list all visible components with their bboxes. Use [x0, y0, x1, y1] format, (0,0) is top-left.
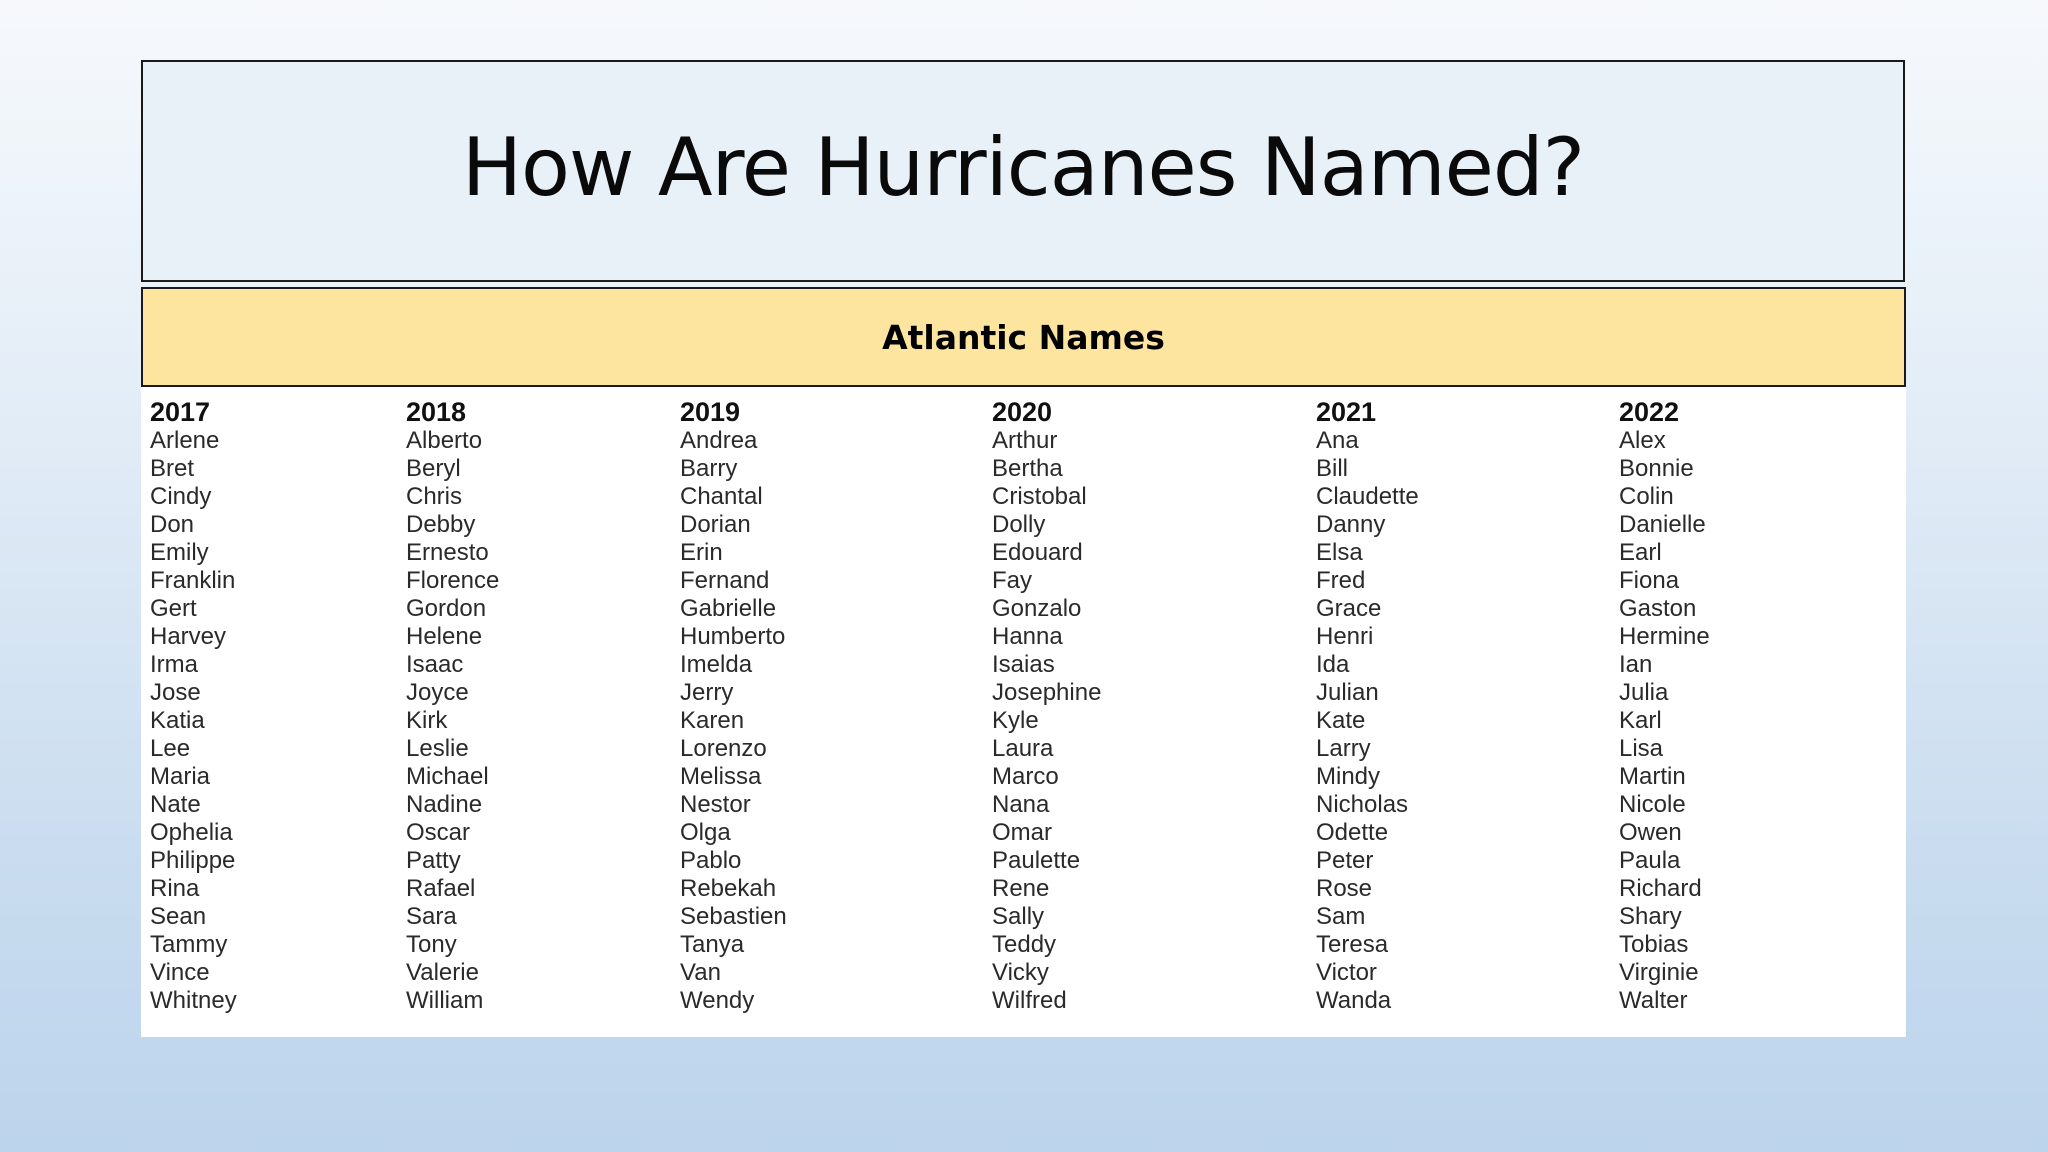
storm-name: Bill [1316, 455, 1349, 482]
year-header: 2020 [992, 397, 1053, 427]
storm-name: Josephine [992, 679, 1102, 706]
storm-name: Lisa [1619, 735, 1664, 762]
storm-name: Danielle [1619, 511, 1706, 538]
storm-name: Philippe [150, 847, 236, 874]
storm-name: William [406, 987, 484, 1014]
storm-name: Dolly [992, 511, 1046, 538]
storm-name: Wanda [1316, 987, 1392, 1014]
year-header: 2022 [1619, 397, 1680, 427]
storm-name: Rose [1316, 875, 1373, 902]
year-column-2021 [1316, 397, 1419, 1015]
storm-name: Gordon [406, 595, 487, 622]
storm-name: Julian [1316, 679, 1379, 706]
storm-name: Sam [1316, 903, 1366, 930]
storm-name: Jose [150, 679, 201, 706]
storm-name: Rafael [406, 875, 476, 902]
storm-name: Pablo [680, 847, 742, 874]
storm-name: Isaias [992, 651, 1055, 678]
year-column-2019 [680, 397, 787, 1015]
storm-name: Grace [1316, 595, 1382, 622]
storm-name: Mindy [1316, 763, 1381, 790]
storm-name: Fernand [680, 567, 770, 594]
storm-name: Wendy [680, 987, 755, 1014]
storm-name: Nate [150, 791, 201, 818]
year-header: 2017 [150, 397, 211, 427]
year-header: 2019 [680, 397, 741, 427]
storm-name: Whitney [150, 987, 237, 1014]
storm-name: Teresa [1316, 931, 1389, 958]
storm-name: Odette [1316, 819, 1389, 846]
storm-name: Imelda [680, 651, 753, 678]
storm-name: Florence [406, 567, 500, 594]
storm-name: Elsa [1316, 539, 1363, 566]
storm-name: Olga [680, 819, 731, 846]
storm-name: Helene [406, 623, 483, 650]
storm-name: Bonnie [1619, 455, 1694, 482]
storm-name: Cindy [150, 483, 212, 510]
storm-name: Ernesto [406, 539, 489, 566]
storm-name: Colin [1619, 483, 1674, 510]
storm-name: Martin [1619, 763, 1686, 790]
storm-name: Tanya [680, 931, 745, 958]
storm-name: Rebekah [680, 875, 777, 902]
storm-name: Sebastien [680, 903, 787, 930]
storm-name: Karl [1619, 707, 1662, 734]
storm-name: Claudette [1316, 483, 1419, 510]
storm-name: Van [680, 959, 721, 986]
storm-name: Laura [992, 735, 1054, 762]
storm-name: Rina [150, 875, 200, 902]
storm-name: Fred [1316, 567, 1366, 594]
storm-name: Victor [1316, 959, 1377, 986]
storm-name: Erin [680, 539, 723, 566]
title-box [141, 60, 1905, 282]
storm-name: Vicky [992, 959, 1049, 986]
atlantic-names-band [141, 287, 1906, 387]
storm-name: Bret [150, 455, 195, 482]
storm-name: Valerie [406, 959, 479, 986]
storm-name: Walter [1619, 987, 1688, 1014]
storm-name: Hermine [1619, 623, 1710, 650]
storm-name: Leslie [406, 735, 469, 762]
storm-name: Oscar [406, 819, 471, 846]
storm-name: Beryl [406, 455, 461, 482]
storm-name: Irma [150, 651, 198, 678]
storm-name: Maria [150, 763, 211, 790]
storm-name: Nana [992, 791, 1050, 818]
storm-name: Wilfred [992, 987, 1067, 1014]
storm-name: Harvey [150, 623, 227, 650]
storm-name: Gabrielle [680, 595, 777, 622]
storm-name: Ana [1316, 427, 1359, 454]
storm-name: Kate [1316, 707, 1366, 734]
year-column-2017 [150, 397, 237, 1015]
storm-name: Julia [1619, 679, 1669, 706]
storm-name: Debby [406, 511, 476, 538]
storm-name: Earl [1619, 539, 1662, 566]
storm-name: Lee [150, 735, 191, 762]
storm-name: Bertha [992, 455, 1063, 482]
storm-name: Nestor [680, 791, 751, 818]
storm-name: Ian [1619, 651, 1653, 678]
storm-name: Humberto [680, 623, 786, 650]
storm-name: Melissa [680, 763, 762, 790]
storm-name: Cristobal [992, 483, 1087, 510]
year-header: 2021 [1316, 397, 1377, 427]
storm-name: Dorian [680, 511, 751, 538]
storm-name: Jerry [680, 679, 734, 706]
storm-name: Patty [406, 847, 461, 874]
year-column-2020 [992, 397, 1101, 1015]
year-column-2022 [1619, 397, 1710, 1015]
storm-name: Edouard [992, 539, 1083, 566]
storm-name: Peter [1316, 847, 1374, 874]
slide-title: How Are Hurricanes Named? [461, 120, 1585, 214]
storm-name: Rene [992, 875, 1050, 902]
storm-name: Gonzalo [992, 595, 1082, 622]
storm-name: Michael [406, 763, 489, 790]
storm-name: Arthur [992, 427, 1058, 454]
storm-name: Vince [150, 959, 210, 986]
storm-name: Nadine [406, 791, 483, 818]
storm-name: Ida [1316, 651, 1350, 678]
storm-name: Richard [1619, 875, 1702, 902]
storm-name: Marco [992, 763, 1059, 790]
storm-name: Katia [150, 707, 205, 734]
storm-name: Paulette [992, 847, 1081, 874]
storm-name: Franklin [150, 567, 236, 594]
storm-name: Sean [150, 903, 207, 930]
storm-name: Kyle [992, 707, 1039, 734]
storm-name: Barry [680, 455, 738, 482]
storm-name: Paula [1619, 847, 1681, 874]
storm-name: Joyce [406, 679, 469, 706]
storm-name: Henri [1316, 623, 1374, 650]
storm-name: Nicole [1619, 791, 1686, 818]
storm-name: Nicholas [1316, 791, 1409, 818]
storm-name: Sara [406, 903, 457, 930]
storm-name: Hanna [992, 623, 1063, 650]
storm-name: Alberto [406, 427, 483, 454]
storm-name: Sally [992, 903, 1045, 930]
storm-name: Omar [992, 819, 1052, 846]
storm-name: Andrea [680, 427, 758, 454]
storm-name: Isaac [406, 651, 464, 678]
storm-name: Shary [1619, 903, 1682, 930]
storm-name: Arlene [150, 427, 220, 454]
storm-name: Tammy [150, 931, 228, 958]
storm-name: Teddy [992, 931, 1057, 958]
storm-name: Tobias [1619, 931, 1689, 958]
storm-name: Danny [1316, 511, 1386, 538]
year-header: 2018 [406, 397, 467, 427]
storm-name: Larry [1316, 735, 1371, 762]
year-column-2018 [406, 397, 499, 1015]
storm-name: Tony [406, 931, 457, 958]
storm-name: Gert [150, 595, 197, 622]
storm-name: Chris [406, 483, 463, 510]
storm-name: Fiona [1619, 567, 1680, 594]
storm-name: Ophelia [150, 819, 233, 846]
band-label: Atlantic Names [882, 317, 1165, 357]
storm-name: Fay [992, 567, 1033, 594]
storm-name: Kirk [406, 707, 448, 734]
storm-name: Don [150, 511, 195, 538]
names-table [141, 387, 1906, 1037]
storm-name: Chantal [680, 483, 763, 510]
storm-name: Gaston [1619, 595, 1697, 622]
storm-name: Owen [1619, 819, 1682, 846]
storm-name: Alex [1619, 427, 1666, 454]
storm-name: Virginie [1619, 959, 1699, 986]
storm-name: Emily [150, 539, 209, 566]
storm-name: Lorenzo [680, 735, 767, 762]
storm-name: Karen [680, 707, 745, 734]
